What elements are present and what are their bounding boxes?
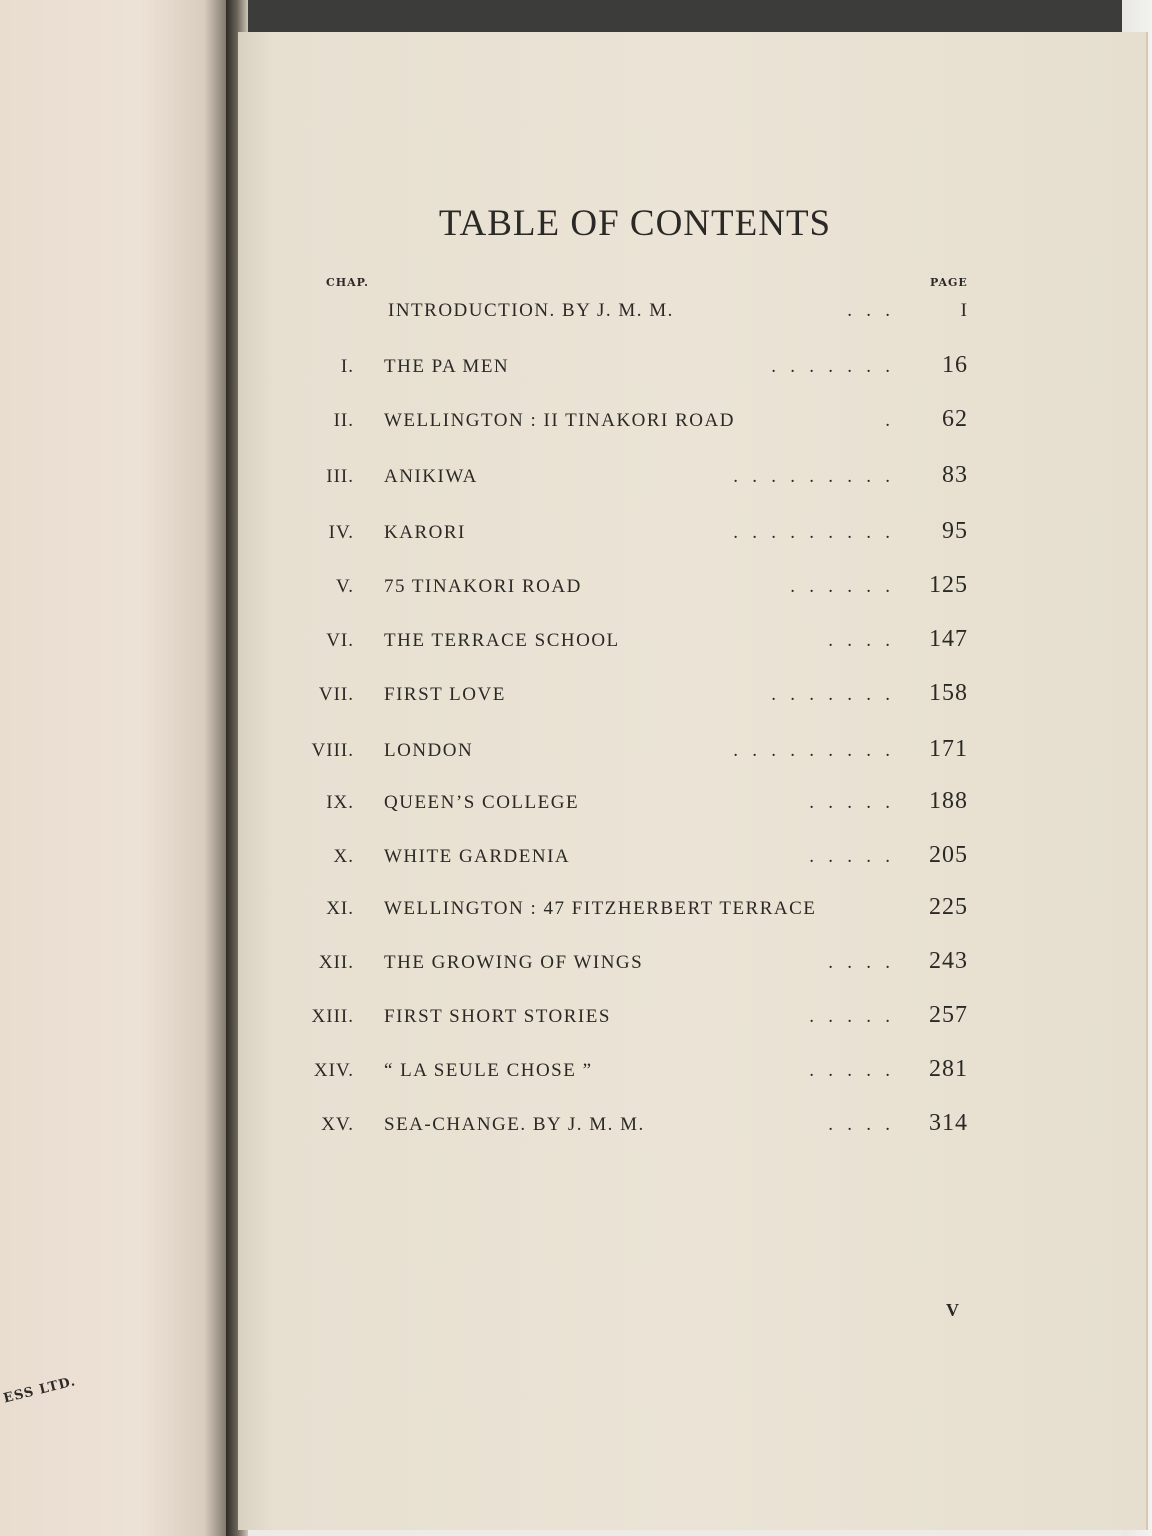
- chapter-title: ANIKIWA: [384, 466, 478, 487]
- dot-leader: .: [885, 410, 890, 431]
- page-number: 243: [929, 948, 968, 974]
- toc-entry: [0, 1056, 1152, 1100]
- chapter-title: FIRST SHORT STORIES: [384, 1006, 611, 1027]
- chapter-title: INTRODUCTION. BY J. M. M.: [388, 300, 674, 321]
- page-number: 225: [929, 894, 968, 920]
- chapter-number: IX.: [326, 792, 354, 813]
- chapter-number: XV.: [321, 1114, 354, 1135]
- dot-leader: . . . . . . .: [771, 684, 890, 705]
- toc-entry: [0, 352, 1152, 396]
- toc-entry: [0, 894, 1152, 938]
- chapter-title: THE PA MEN: [384, 356, 510, 377]
- dot-leader: . . . .: [828, 1114, 890, 1135]
- page-number: 16: [942, 352, 968, 378]
- page-number: 281: [929, 1056, 968, 1082]
- toc-entry: [0, 842, 1152, 886]
- dot-leader: . . . .: [828, 630, 890, 651]
- chapter-title: WELLINGTON : II TINAKORI ROAD: [384, 410, 735, 431]
- page-folio: V: [946, 1300, 959, 1320]
- page-number: 188: [929, 788, 968, 814]
- chapter-number: II.: [333, 410, 354, 431]
- dot-leader: . . . .: [828, 952, 890, 973]
- chapter-number: XIII.: [311, 1006, 354, 1027]
- chapter-number: XI.: [326, 898, 354, 919]
- page-number: 125: [929, 572, 968, 598]
- dot-leader: . . . . .: [809, 1006, 890, 1027]
- dot-leader: . . . . . .: [790, 576, 890, 597]
- dot-leader: . . . . . . .: [771, 356, 890, 377]
- dot-leader: . . . . . . . . .: [733, 740, 890, 761]
- page-number: 257: [929, 1002, 968, 1028]
- page-number: 83: [942, 462, 968, 488]
- chapter-number: IV.: [328, 522, 354, 543]
- chapter-number: VI.: [326, 630, 354, 651]
- page-number: 158: [929, 680, 968, 706]
- page-number: 147: [929, 626, 968, 652]
- page-column-heading: PAGE: [930, 276, 968, 289]
- chapter-title: LONDON: [384, 740, 474, 761]
- toc-entry: [0, 406, 1152, 450]
- page-number: 205: [929, 842, 968, 868]
- page-number: 95: [942, 518, 968, 544]
- toc-entry: [0, 788, 1152, 832]
- chapter-number: III.: [326, 466, 354, 487]
- page-number: I: [960, 300, 968, 321]
- chapter-title: “ LA SEULE CHOSE ”: [384, 1060, 593, 1081]
- chapter-title: WHITE GARDENIA: [384, 846, 571, 867]
- chapter-number: XIV.: [313, 1060, 354, 1081]
- toc-entry: [0, 680, 1152, 724]
- page-number: 314: [929, 1110, 968, 1136]
- dot-leader: . . . . . . . . .: [733, 522, 890, 543]
- chapter-title: KARORI: [384, 522, 466, 543]
- toc-entry: [0, 518, 1152, 562]
- page-number: 171: [929, 736, 968, 762]
- page-number: 62: [942, 406, 968, 432]
- chapter-number: VIII.: [311, 740, 354, 761]
- chapter-number: V.: [335, 576, 354, 597]
- dot-leader: . . . . .: [809, 792, 890, 813]
- toc-entry: [0, 736, 1152, 780]
- chapter-title: THE GROWING OF WINGS: [384, 952, 644, 973]
- chapter-title: QUEEN’S COLLEGE: [384, 792, 580, 813]
- toc-entry: [0, 462, 1152, 506]
- chapter-title: SEA-CHANGE. BY J. M. M.: [384, 1114, 645, 1135]
- chapter-title: FIRST LOVE: [384, 684, 506, 705]
- toc-entry: [0, 300, 1152, 340]
- chapter-number: I.: [340, 356, 354, 377]
- chapter-number: VII.: [318, 684, 354, 705]
- dot-leader: . . . . . . . . .: [733, 466, 890, 487]
- toc-entry: [0, 626, 1152, 670]
- left-page-imprint: ESS LTD.: [2, 1374, 78, 1407]
- chap-column-heading: CHAP.: [326, 276, 369, 289]
- chapter-title: WELLINGTON : 47 FITZHERBERT TERRACE: [384, 898, 817, 919]
- toc-entry: [0, 572, 1152, 616]
- chapter-number: XII.: [318, 952, 354, 973]
- toc-entry: [0, 1002, 1152, 1046]
- dot-leader: . . . . .: [809, 846, 890, 867]
- chapter-number: X.: [333, 846, 354, 867]
- page-title: TABLE OF CONTENTS: [438, 203, 832, 244]
- dot-leader: . . . . .: [809, 1060, 890, 1081]
- chapter-title: THE TERRACE SCHOOL: [384, 630, 620, 651]
- toc-entry: [0, 948, 1152, 992]
- right-page: [238, 32, 1146, 1530]
- dot-leader: . . .: [847, 300, 890, 321]
- toc-entry: [0, 1110, 1152, 1154]
- chapter-title: 75 TINAKORI ROAD: [384, 576, 582, 597]
